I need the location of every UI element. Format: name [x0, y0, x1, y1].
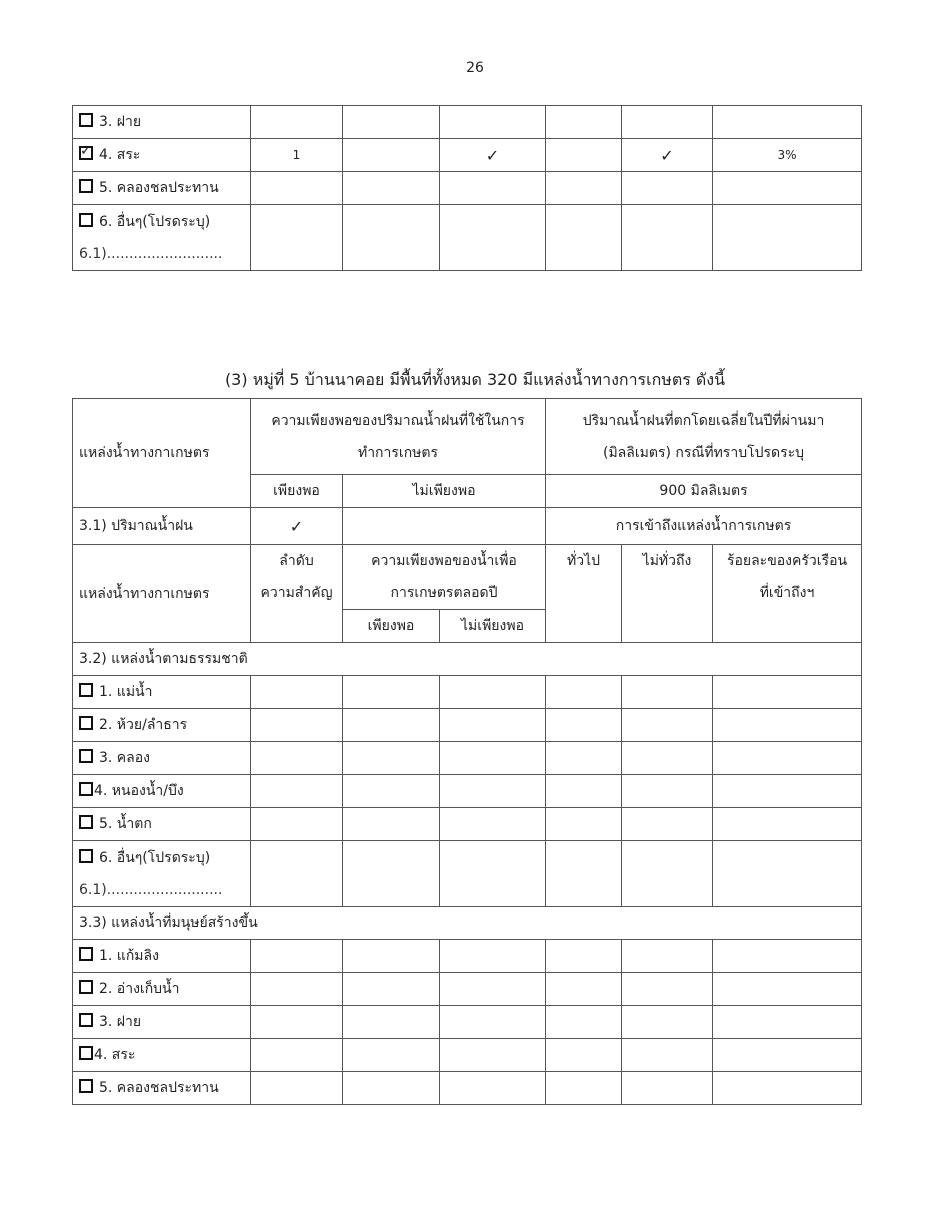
- row-label: 5. คลองชลประทาน: [73, 172, 251, 205]
- cell-priority: 1: [251, 139, 343, 172]
- water-source-table: [72, 398, 862, 1105]
- checkbox[interactable]: [79, 749, 93, 763]
- header-general: ทั่วไป: [546, 545, 622, 643]
- check-mark-icon: ✓: [622, 139, 713, 172]
- checkbox-checked[interactable]: [79, 146, 93, 160]
- row-label: ✓4. สระ: [73, 139, 251, 172]
- row-label: 2. ห้วย/ลำธาร: [73, 709, 251, 742]
- row-label: 3. ฝาย: [73, 1006, 251, 1039]
- row-label: 3. ฝาย: [73, 106, 251, 139]
- row-label: 4. หนองน้ำ/บึง: [73, 775, 251, 808]
- check-mark-icon: ✓: [440, 139, 546, 172]
- row-label: 1. แม่น้ำ: [73, 676, 251, 709]
- table-row: [73, 1039, 862, 1072]
- row-label: 3. คลอง: [73, 742, 251, 775]
- row-label: 1. แก้มลิง: [73, 940, 251, 973]
- header-insufficient-2: ไม่เพียงพอ: [440, 610, 546, 643]
- checkbox[interactable]: [79, 213, 93, 227]
- check-mark-icon: ✓: [251, 508, 343, 545]
- header-sufficient: เพียงพอ: [251, 475, 343, 508]
- table-row: [73, 676, 862, 709]
- section-row: [73, 643, 862, 676]
- rainfall-label: 3.1) ปริมาณน้ำฝน: [73, 508, 251, 545]
- cell-percent: 3%: [713, 139, 862, 172]
- header-source: แหล่งน้ำทางกาเกษตร: [73, 399, 251, 508]
- header-percent: ร้อยละของครัวเรือน ที่เข้าถึงฯ: [713, 545, 862, 643]
- table-row: [73, 139, 862, 172]
- specify-placeholder: 6.1)..........................: [79, 245, 223, 262]
- header-yearround: ความเพียงพอของน้ำเพื่อ การเกษตรตลอดปี: [343, 545, 546, 610]
- header-sufficient-2: เพียงพอ: [343, 610, 440, 643]
- section-title: (3) หมู่ที่ 5 บ้านนาคอย มีพื้นที่ทั้งหมด 320 มีแหล่งน้ำทางการเกษตร ดังนี้: [224, 370, 726, 389]
- checkbox[interactable]: [79, 980, 93, 994]
- water-source-table-continued: [72, 105, 862, 271]
- table-row: [73, 775, 862, 808]
- table-row: [73, 841, 862, 907]
- checkbox[interactable]: [79, 947, 93, 961]
- table-row: [73, 709, 862, 742]
- header-source-2: แหล่งน้ำทางกาเกษตร: [73, 545, 251, 643]
- table-row: [73, 172, 862, 205]
- table-row: [73, 940, 862, 973]
- row-label: 6. อื่นๆ(โปรดระบุ) 6.1)..........................: [73, 841, 251, 907]
- table-row: [73, 106, 862, 139]
- row-label: 5. คลองชลประทาน: [73, 1072, 251, 1105]
- table-row: [73, 1072, 862, 1105]
- table-row: [73, 742, 862, 775]
- header-rain-sufficiency: ความเพียงพอของปริมาณน้ำฝนที่ใช้ในการ ทำการเกษตร: [251, 399, 546, 475]
- row-label: 5. น้ำตก: [73, 808, 251, 841]
- natural-sources-header: 3.2) แหล่งน้ำตามธรรมชาติ: [73, 643, 862, 676]
- row-label: 4. สระ: [73, 1039, 251, 1072]
- table-row: [73, 808, 862, 841]
- checkbox[interactable]: [79, 1013, 93, 1027]
- checkbox[interactable]: [79, 683, 93, 697]
- table-row: [73, 973, 862, 1006]
- page-number: 26: [466, 60, 484, 76]
- checkbox[interactable]: [79, 782, 93, 796]
- row-label: 2. อ่างเก็บน้ำ: [73, 973, 251, 1006]
- table-row: [73, 1006, 862, 1039]
- checkbox[interactable]: [79, 716, 93, 730]
- checkbox[interactable]: [79, 849, 93, 863]
- header-not-general: ไม่ทั่วถึง: [622, 545, 713, 643]
- row-label: 6. อื่นๆ(โปรดระบุ) 6.1)..........................: [73, 205, 251, 271]
- header-rain-average: ปริมาณน้ำฝนที่ตกโดยเฉลี่ยในปีที่ผ่านมา (มิลลิเมตร) กรณีที่ทราบโปรดระบุ: [546, 399, 862, 475]
- checkbox[interactable]: [79, 113, 93, 127]
- checkbox[interactable]: [79, 1046, 93, 1060]
- header-priority: ลำดับ ความสำคัญ: [251, 545, 343, 643]
- checkbox[interactable]: [79, 179, 93, 193]
- checkbox[interactable]: [79, 815, 93, 829]
- manmade-sources-header: 3.3) แหล่งน้ำที่มนุษย์สร้างขึ้น: [73, 907, 862, 940]
- header-insufficient: ไม่เพียงพอ: [343, 475, 546, 508]
- checkbox[interactable]: [79, 1079, 93, 1093]
- table-row: [73, 205, 862, 271]
- specify-placeholder: 6.1)..........................: [79, 881, 223, 898]
- header-access: การเข้าถึงแหล่งน้ำการเกษตร: [546, 508, 862, 545]
- section-row: [73, 907, 862, 940]
- rain-average-value: 900 มิลลิเมตร: [546, 475, 862, 508]
- table-row: [73, 508, 862, 545]
